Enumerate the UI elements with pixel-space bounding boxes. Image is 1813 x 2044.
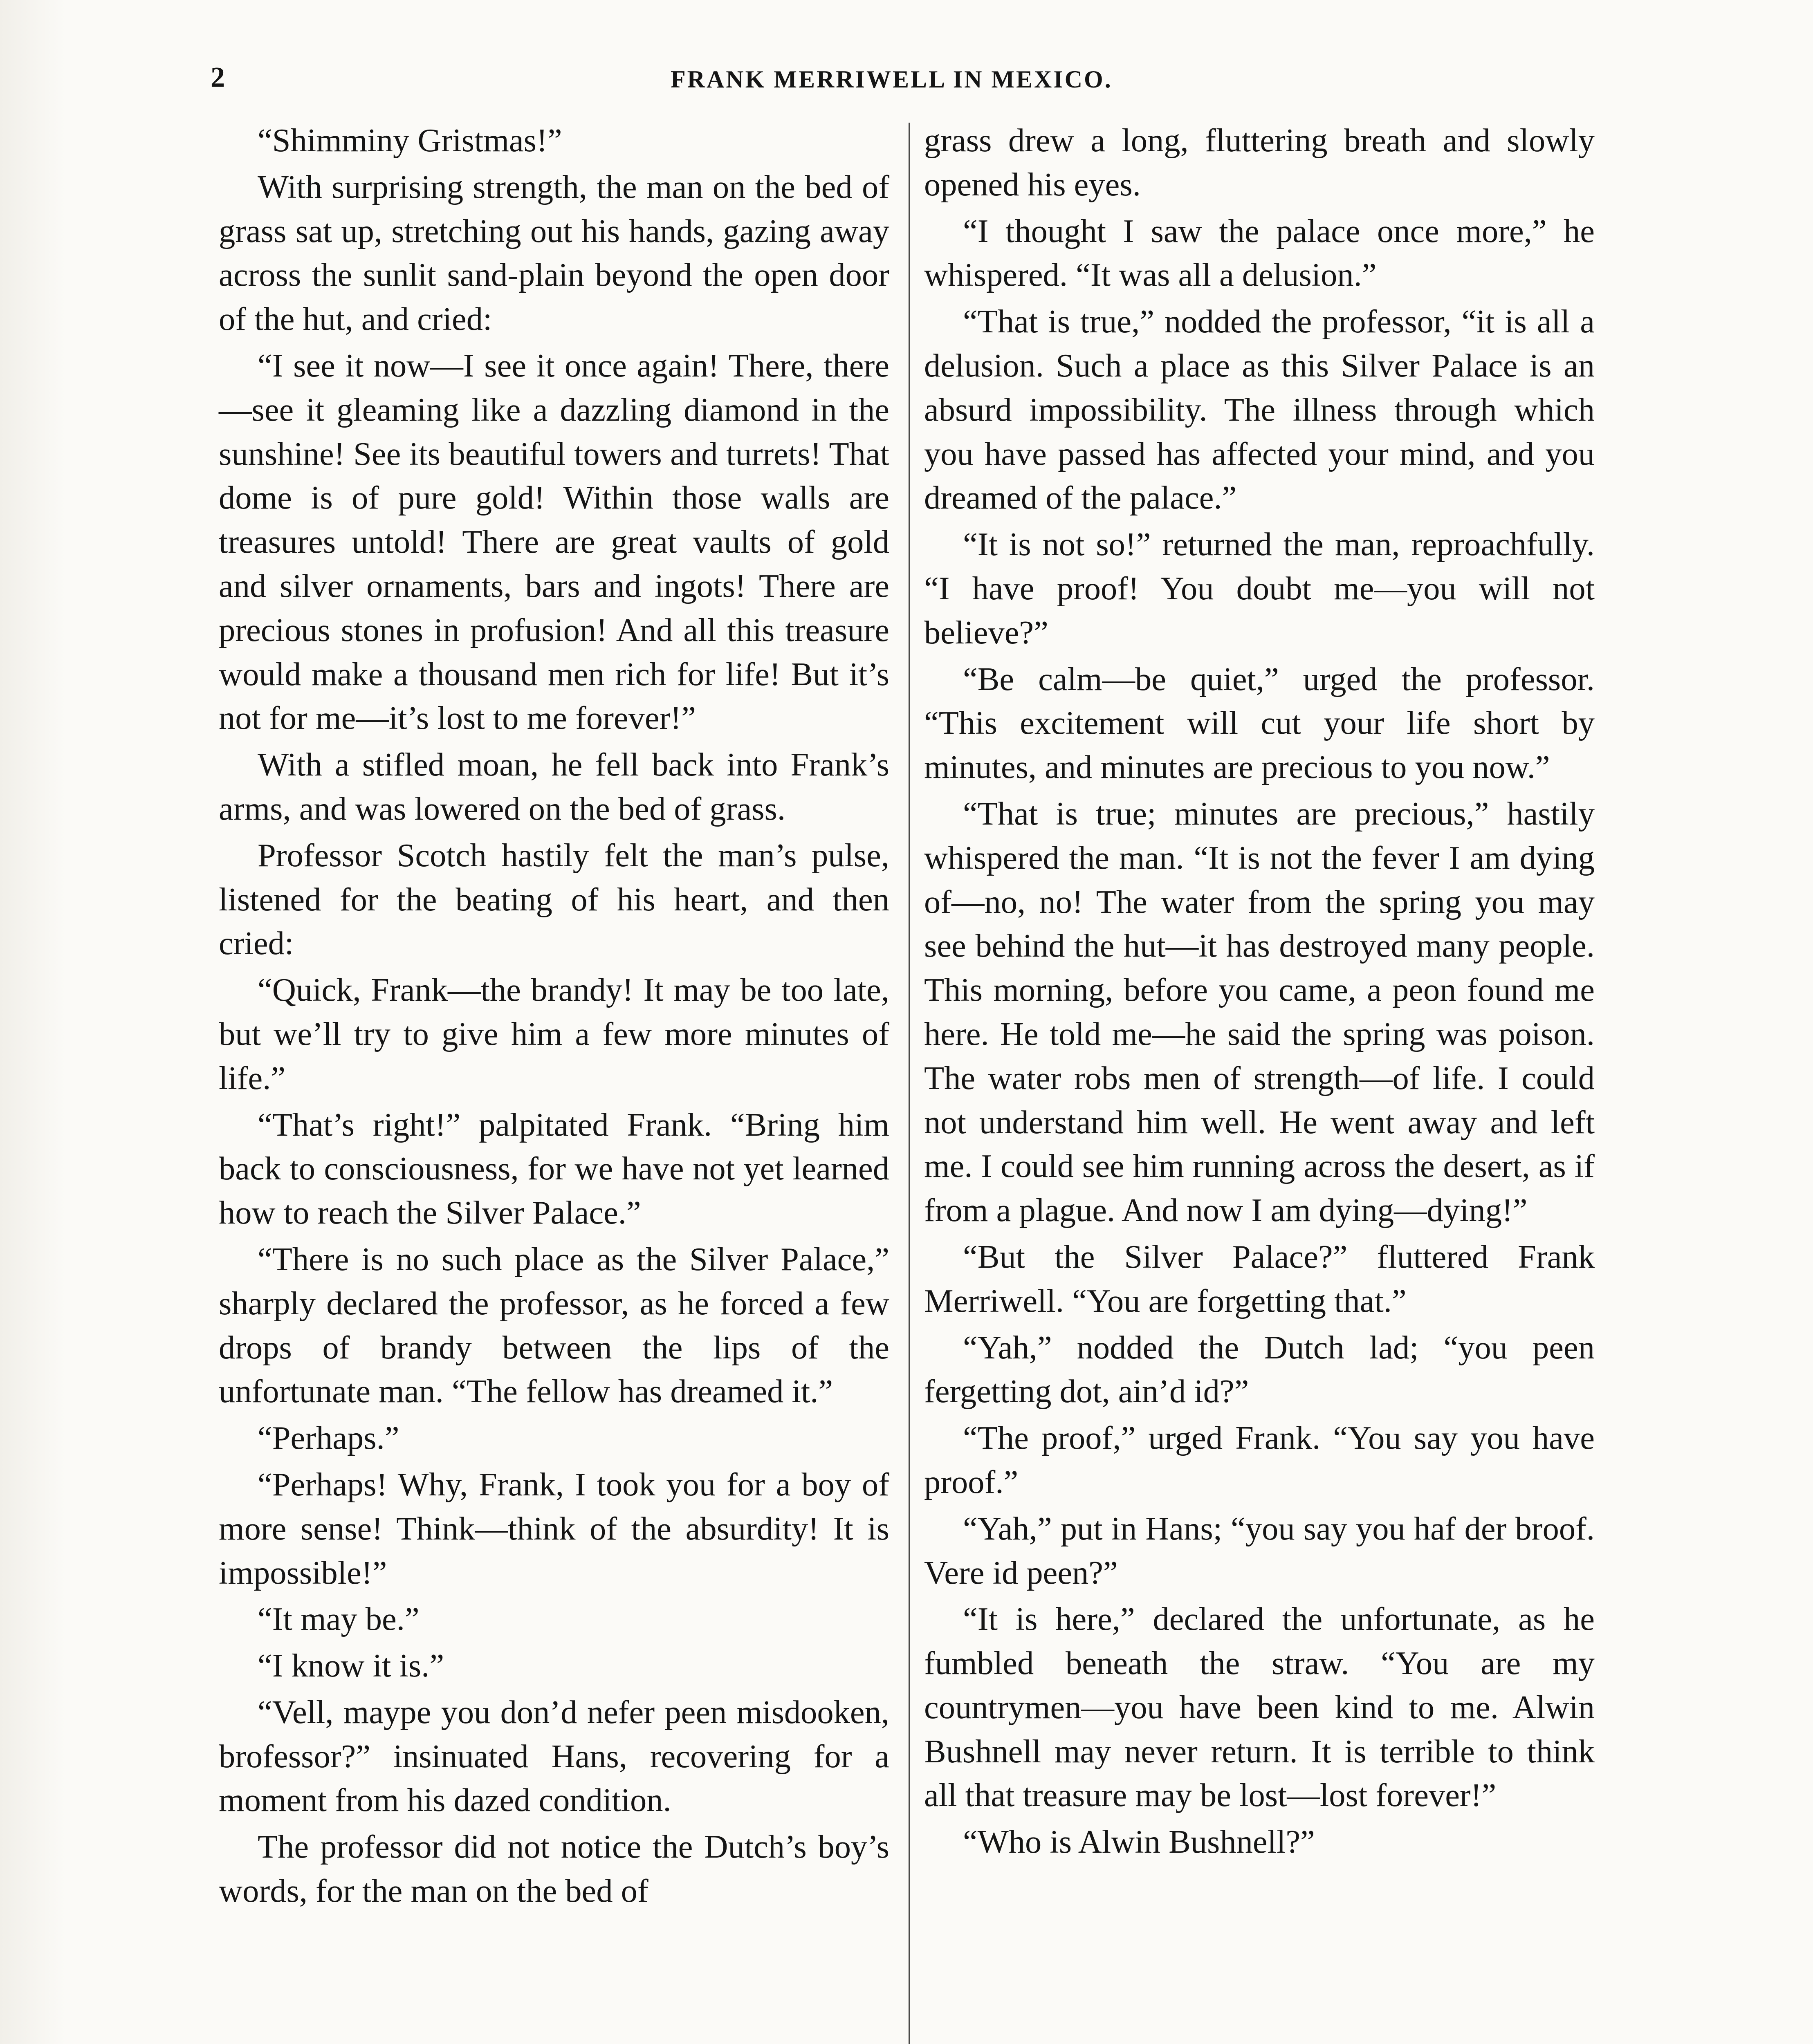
paragraph: “Perhaps.”	[258, 1420, 399, 1457]
paragraph: “It is here,” declared the unfortunate, as he fumbled beneath the straw. “You are my countrymen—you have been kind to me. Alwin Bushnell may never return. It is terrible to think all that treasure may be lost—lost forever!”	[924, 1601, 1595, 1814]
paragraph: “The proof,” urged Frank. “You say you have proof.”	[924, 1420, 1595, 1500]
paragraph: “Who is Alwin Bushnell?”	[963, 1824, 1315, 1860]
paragraph: “There is no such place as the Silver Palace,” sharply declared the professor, as he forced a few drops of brandy between the lips of the unfortunate man. “The fellow has dreamed it.”	[219, 1241, 889, 1410]
paragraph: With surprising strength, the man on the bed of grass sat up, stretching out his hands, gazing away across the sunlit sand-plain beyond the open door of the hut, and cried:	[219, 168, 889, 338]
paragraph: Professor Scotch hastily felt the man’s pulse, listened for the beating of his heart, and then cried:	[219, 837, 889, 962]
paragraph: “Yah,” nodded the Dutch lad; “you peen fergetting dot, ain’d id?”	[924, 1329, 1595, 1410]
paragraph: “That is true,” nodded the professor, “it is all a delusion. Such a place as this Silver Palace is an absurd impossibility. The illness through which you have passed has affected your mind, and you dreamed of the palace.”	[924, 303, 1595, 516]
paragraph: “It may be.”	[258, 1601, 420, 1638]
right-column	[924, 119, 1595, 1867]
scan-edge-shadow	[0, 0, 65, 2044]
paragraph: “Quick, Frank—the brandy! It may be too late, but we’ll try to give him a few more minutes of life.”	[219, 972, 889, 1096]
paragraph: “Yah,” put in Hans; “you say you haf der broof. Vere id peen?”	[924, 1510, 1595, 1591]
paragraph: “Perhaps! Why, Frank, I took you for a boy of more sense! Think—think of the absurdity! It is impossible!”	[219, 1466, 889, 1591]
paragraph: “Shimminy Gristmas!”	[258, 122, 562, 159]
paragraph: “That is true; minutes are precious,” hastily whispered the man. “It is not the fever I am dying of—no, no! The water from the spring you may see behind the hut—it has destroyed many people. This morning, before you came, a peon found me here. He told me—he said the spring was poison. The water robs men of strength—of life. I could not understand him well. He went away and left me. I could see him running across the desert, as if from a plague. And now I am dying—dying!”	[924, 795, 1595, 1229]
paragraph: “But the Silver Palace?” fluttered Frank Merriwell. “You are forgetting that.”	[924, 1238, 1595, 1319]
paragraph: “I see it now—I see it once again! There, there—see it gleaming like a dazzling diamond in the sunshine! See its beautiful towers and turrets! That dome is of pure gold! Within those walls are treasures untold! There are great vaults of gold and silver ornaments, bars and ingots! There are precious stones in profusion! And all this treasure would make a thousand men rich for life! But it’s not for me—it’s lost to me forever!”	[219, 347, 889, 737]
page-number: 2	[211, 62, 225, 93]
running-title: FRANK MERRIWELL IN MEXICO.	[671, 66, 1113, 93]
paragraph: “I thought I saw the palace once more,” he whispered. “It was all a delusion.”	[924, 213, 1595, 294]
paragraph: “That’s right!” palpitated Frank. “Bring him back to consciousness, for we have not yet learned how to reach the Silver Palace.”	[219, 1106, 889, 1231]
paragraph: grass drew a long, fluttering breath and slowly opened his eyes.	[924, 122, 1595, 203]
paragraph: “Be calm—be quiet,” urged the professor. “This excitement will cut your life short by minutes, and minutes are precious to you now.”	[924, 661, 1595, 786]
paragraph: The professor did not notice the Dutch’s boy’s words, for the man on the bed of	[219, 1829, 889, 1910]
left-column	[219, 119, 889, 1916]
column-divider	[909, 123, 910, 2044]
paragraph: With a stifled moan, he fell back into Frank’s arms, and was lowered on the bed of grass.	[219, 746, 889, 827]
paragraph: “Vell, maype you don’d nefer peen misdooken, brofessor?” insinuated Hans, recovering for a moment from his dazed condition.	[219, 1694, 889, 1819]
paragraph: “It is not so!” returned the man, reproachfully. “I have proof! You doubt me—you will not believe?”	[924, 526, 1595, 651]
paragraph: “I know it is.”	[258, 1647, 444, 1684]
